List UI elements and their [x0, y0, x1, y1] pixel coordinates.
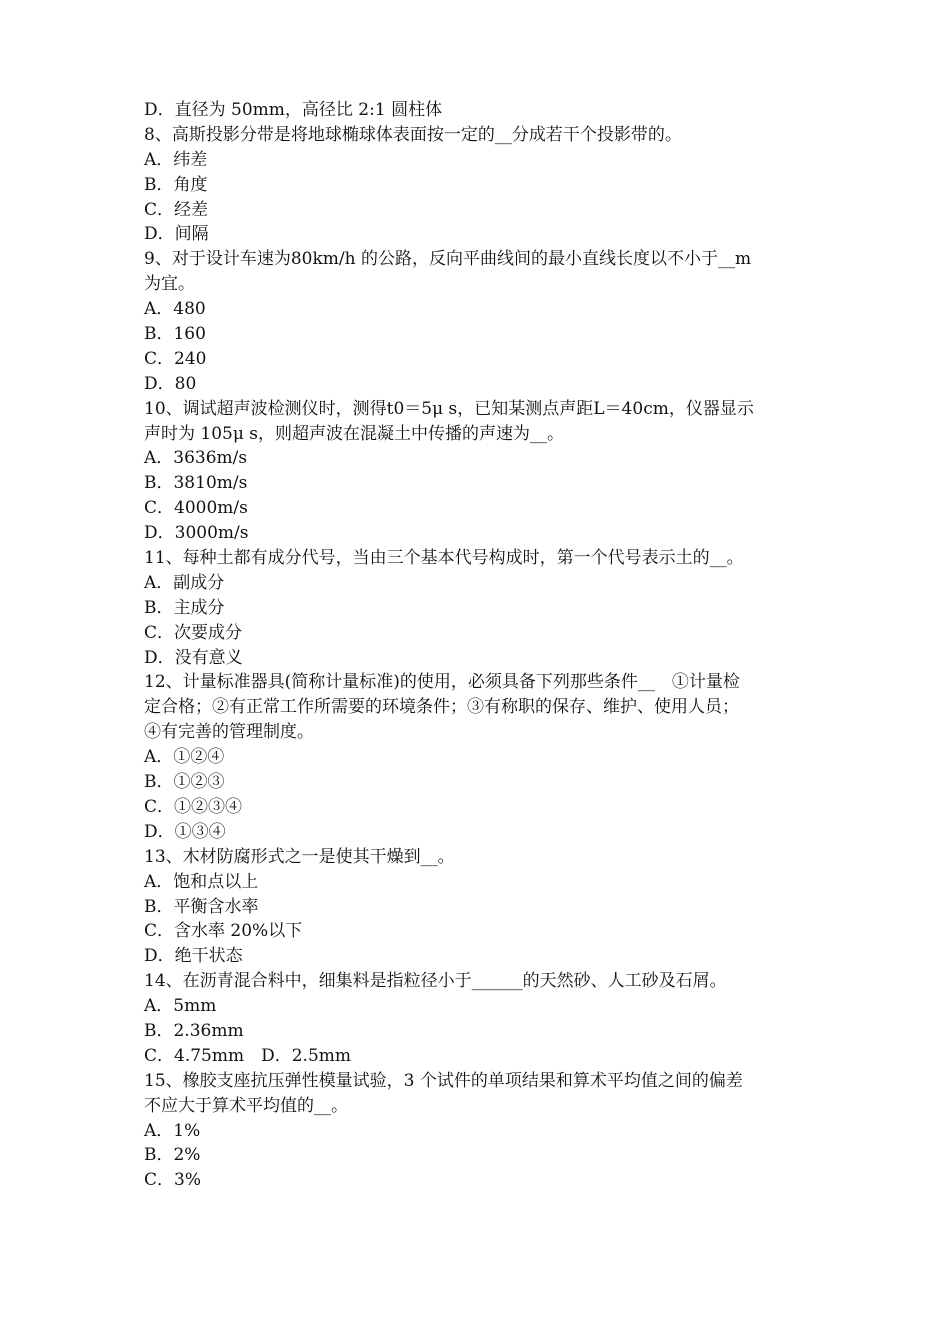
option-line: A．480: [144, 299, 206, 320]
option-line: D．80: [144, 373, 197, 394]
option-line: D．3000m/s: [144, 523, 249, 544]
option-line: A．饱和点以上: [144, 871, 259, 892]
option-line: B．3810m/s: [144, 473, 248, 494]
question-line: 14、在沥青混合料中，细集料是指粒径小于______的天然砂、人工砂及石屑。: [144, 971, 727, 992]
question-line: 13、木材防腐形式之一是使其干燥到__。: [144, 846, 455, 867]
option-line: B．2%: [144, 1145, 201, 1166]
question-line: 声时为 105μ s，则超声波在混凝土中传播的声速为__。: [144, 423, 565, 444]
option-line: A．3636m/s: [144, 448, 248, 469]
question-line: ④有完善的管理制度。: [144, 722, 314, 743]
option-line: B．角度: [144, 174, 208, 195]
option-line: A．5mm: [144, 996, 217, 1017]
option-line: D．绝干状态: [144, 946, 243, 967]
option-line: C．4.75mm D．2.5mm: [144, 1045, 352, 1066]
question-line: 8、高斯投影分带是将地球椭球体表面按一定的__分成若干个投影带的。: [144, 124, 682, 145]
option-line: B．160: [144, 324, 206, 345]
question-line: 不应大于算术平均值的__。: [144, 1095, 348, 1116]
option-line: C．3%: [144, 1170, 201, 1191]
option-line: C．次要成分: [144, 622, 243, 643]
option-line: A．①②④: [144, 747, 225, 768]
option-line: D．①③④: [144, 821, 226, 842]
option-line: B．①②③: [144, 772, 225, 793]
option-line: D．没有意义: [144, 647, 243, 668]
question-line: 定合格；②有正常工作所需要的环境条件；③有称职的保存、维护、使用人员；: [144, 697, 739, 718]
question-line: 为宜。: [144, 274, 195, 295]
option-line: C．①②③④: [144, 796, 243, 817]
option-line: A．1%: [144, 1120, 201, 1141]
document-page: [144, 98, 812, 1193]
option-line: C．含水率 20%以下: [144, 921, 303, 942]
option-line: D．间隔: [144, 224, 209, 245]
option-line: B．平衡含水率: [144, 896, 259, 917]
option-line: C．经差: [144, 199, 209, 220]
question-line: 11、每种土都有成分代号，当由三个基本代号构成时，第一个代号表示土的__。: [144, 548, 744, 569]
question-line: 9、对于设计车速为80km/h 的公路，反向平曲线间的最小直线长度以不小于__m: [144, 249, 752, 270]
option-line: C．240: [144, 348, 207, 369]
option-line: B．2.36mm: [144, 1020, 244, 1041]
question-line: 12、计量标准器具(简称计量标准)的使用，必须具备下列那些条件__ ①计量检: [144, 672, 740, 693]
option-line: C．4000m/s: [144, 498, 248, 519]
option-line: B．主成分: [144, 597, 225, 618]
option-line: A．纬差: [144, 149, 208, 170]
question-line: 15、橡胶支座抗压弹性模量试验，3 个试件的单项结果和算术平均值之间的偏差: [144, 1070, 743, 1091]
option-line: D．直径为 50mm，高径比 2:1 圆柱体: [144, 100, 443, 120]
question-line: 10、调试超声波检测仪时，测得t0＝5μ s，已知某测点声距L＝40cm，仪器显示: [144, 398, 754, 419]
option-line: A．副成分: [144, 572, 225, 593]
